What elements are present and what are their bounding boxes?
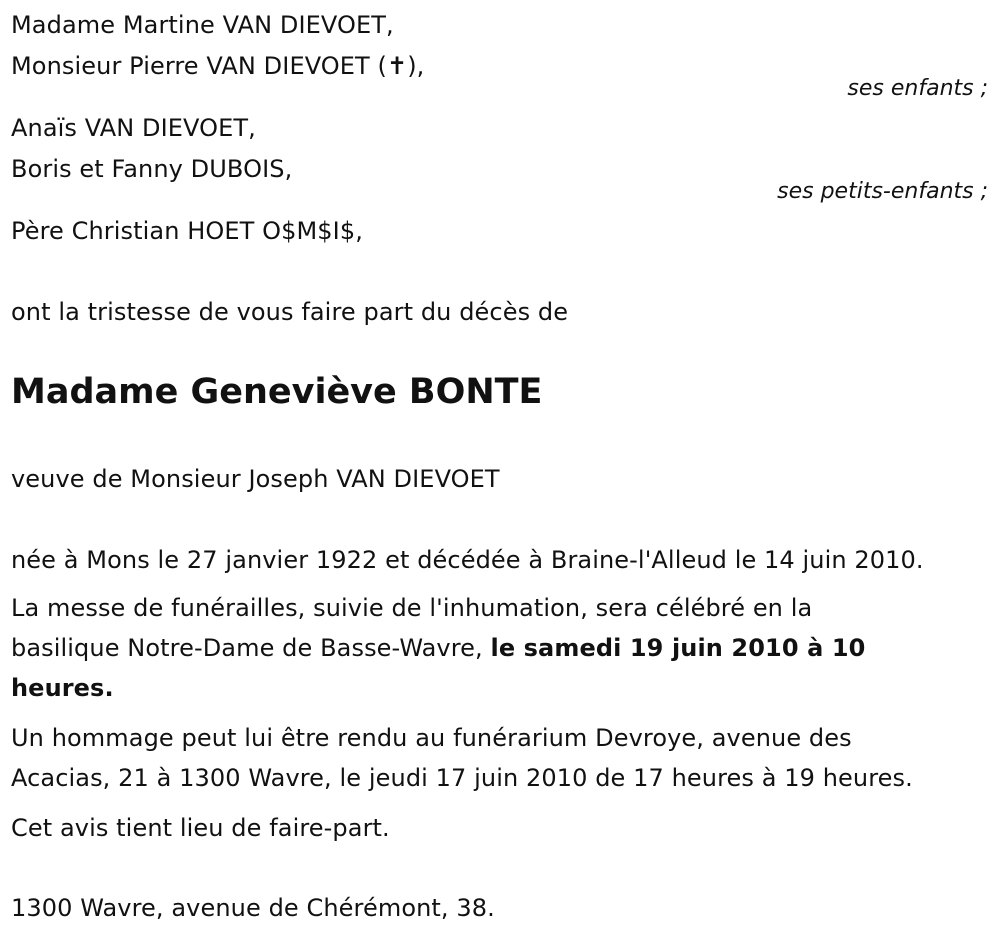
priest-line: Père Christian HOET O$M$I$, xyxy=(11,217,363,245)
funeral-line-2 xyxy=(11,633,865,663)
funeral-line-3: heures. xyxy=(11,674,114,702)
notice-line: Cet avis tient lieu de faire-part. xyxy=(11,814,390,842)
grandchild-line-2: Boris et Fanny DUBOIS, xyxy=(11,155,293,183)
funeral-location: basilique Notre-Dame de Basse-Wavre, xyxy=(11,634,491,662)
tribute-line-2: Acacias, 21 à 1300 Wavre, le jeudi 17 juin 2010 de 17 heures à 19 heures. xyxy=(11,764,913,792)
tribute-line-1: Un hommage peut lui être rendu au funérarium Devroye, avenue des xyxy=(11,724,852,752)
grandchildren-role: ses petits-enfants ; xyxy=(777,179,988,204)
grandchild-line-1: Anaïs VAN DIEVOET, xyxy=(11,114,256,142)
address-line: 1300 Wavre, avenue de Chérémont, 38. xyxy=(11,894,495,922)
children-role: ses enfants ; xyxy=(847,76,988,101)
funeral-date: le samedi 19 juin 2010 à 10 xyxy=(490,634,866,662)
birth-death-line: née à Mons le 27 janvier 1922 et décédée à Braine-l'Alleud le 14 juin 2010. xyxy=(11,546,924,574)
deceased-name: Madame Geneviève BONTE xyxy=(11,372,543,412)
child-line-1: Madame Martine VAN DIEVOET, xyxy=(11,11,394,39)
child-line-2: Monsieur Pierre VAN DIEVOET (✝), xyxy=(11,52,425,80)
widow-of-line: veuve de Monsieur Joseph VAN DIEVOET xyxy=(11,465,500,493)
funeral-line-1: La messe de funérailles, suivie de l'inhumation, sera célébré en la xyxy=(11,594,813,622)
announcement-line: ont la tristesse de vous faire part du décès de xyxy=(11,298,569,326)
